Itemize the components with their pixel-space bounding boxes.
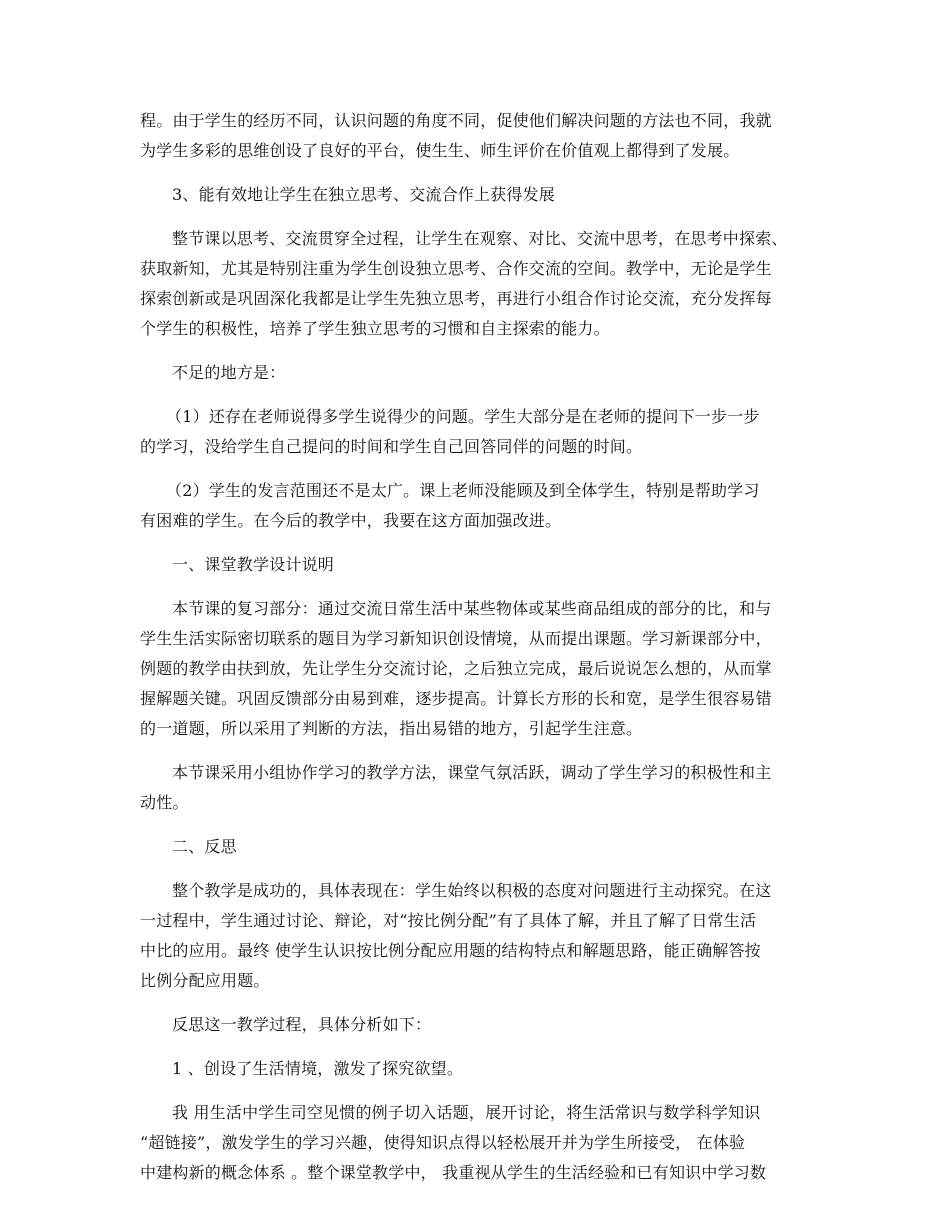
section-heading-reflection [140, 832, 810, 862]
text-line: 程。由于学生的经历不同，认识问题的角度不同，促使他们解决问题的方法也不同，我就 [140, 111, 772, 130]
text-line: 本节课的复习部分：通过交流日常生活中某些物体或某些商品组成的部分的比，和与 [172, 599, 772, 618]
text-line: 一过程中，学生通过讨论、辩论，对“按比例分配”有了具体了解，并且了解了日常生活 [140, 911, 757, 930]
text-line: 反思这一教学过程，具体分析如下： [172, 1015, 432, 1034]
paragraph-3 [140, 224, 810, 344]
text-line: 个学生的积极性，培养了学生独立思考的习惯和自主探索的能力。 [140, 319, 610, 338]
text-line: “超链接”，激发学生的学习兴趣，使得知识点得以轻松展开并为学生所接受， 在体验 [140, 1133, 746, 1152]
section-heading-design [140, 550, 810, 580]
document-body [140, 106, 810, 1202]
text-line: 1 、创设了生活情境，激发了探究欲望。 [172, 1059, 464, 1078]
text-line: 握解题关键。巩固反馈部分由易到难，逐步提高。计算长方形的长和宽，是学生很容易错 [140, 689, 772, 708]
text-line: 整个教学是成功的，具体表现在：学生始终以积极的态度对问题进行主动探究。在这 [172, 881, 772, 900]
analysis-heading [140, 1010, 810, 1040]
text-line: 不足的地方是： [172, 363, 286, 382]
text-line: 例题的教学由扶到放，先让学生分交流讨论，之后独立完成，最后说说怎么想的，从而掌 [140, 659, 772, 678]
text-line: 我 用生活中学生司空见惯的例子切入话题，展开讨论，将生活常识与数学科学知识 [172, 1103, 761, 1122]
text-line: 比例分配应用题。 [140, 971, 270, 990]
paragraph-method [140, 758, 810, 818]
text-line: 中比的应用。最终 使学生认识按比例分配应用题的结构特点和解题思路，能正确解答按 [140, 941, 761, 960]
text-line: 学生生活实际密切联系的题目为学习新知识创设情境，从而提出课题。学习新课部分中， [140, 629, 772, 648]
text-line: 3、能有效地让学生在独立思考、交流合作上获得发展 [172, 185, 555, 204]
paragraph-reflection [140, 876, 810, 996]
text-line: 一、课堂教学设计说明 [172, 555, 335, 574]
shortcoming-item-1 [140, 402, 810, 462]
text-line: 有困难的学生。在今后的教学中，我要在这方面加强改进。 [140, 511, 562, 530]
shortcomings-heading [140, 358, 810, 388]
text-line: 整节课以思考、交流贯穿全过程，让学生在观察、对比、交流中思考，在思考中探索、 [172, 229, 788, 248]
paragraph-1 [140, 106, 810, 166]
text-line: 探索创新或是巩固深化我都是让学生先独立思考，再进行小组合作讨论交流，充分发挥每 [140, 289, 772, 308]
text-line: （1）还存在老师说得多学生说得少的问题。学生大部分是在老师的提问下一步一步 [166, 407, 760, 426]
paragraph-life-context [140, 1098, 810, 1188]
shortcoming-item-2 [140, 476, 810, 536]
text-line: 获取新知，尤其是特别注重为学生创设独立思考、合作交流的空间。教学中，无论是学生 [140, 259, 772, 278]
text-line: 的学习，没给学生自己提问的时间和学生自己回答同伴的问题的时间。 [140, 437, 643, 456]
text-line: 二、反思 [172, 837, 237, 856]
paragraph-design [140, 594, 810, 744]
text-line: 动性。 [140, 793, 189, 812]
text-line: 为学生多彩的思维创设了良好的平台，使生生、师生评价在价值观上都得到了发展。 [140, 141, 740, 160]
text-line: （2）学生的发言范围还不是太广。课上老师没能顾及到全体学生，特别是帮助学习 [166, 481, 760, 500]
analysis-item-1 [140, 1054, 810, 1084]
text-line: 中建构新的概念体系 。整个课堂教学中， 我重视从学生的生活经验和已有知识中学习数 [140, 1163, 767, 1182]
text-line: 的一道题，所以采用了判断的方法，指出易错的地方，引起学生注意。 [140, 719, 643, 738]
text-line: 本节课采用小组协作学习的教学方法，课堂气氛活跃，调动了学生学习的积极性和主 [172, 763, 772, 782]
section-heading-3 [140, 180, 810, 210]
